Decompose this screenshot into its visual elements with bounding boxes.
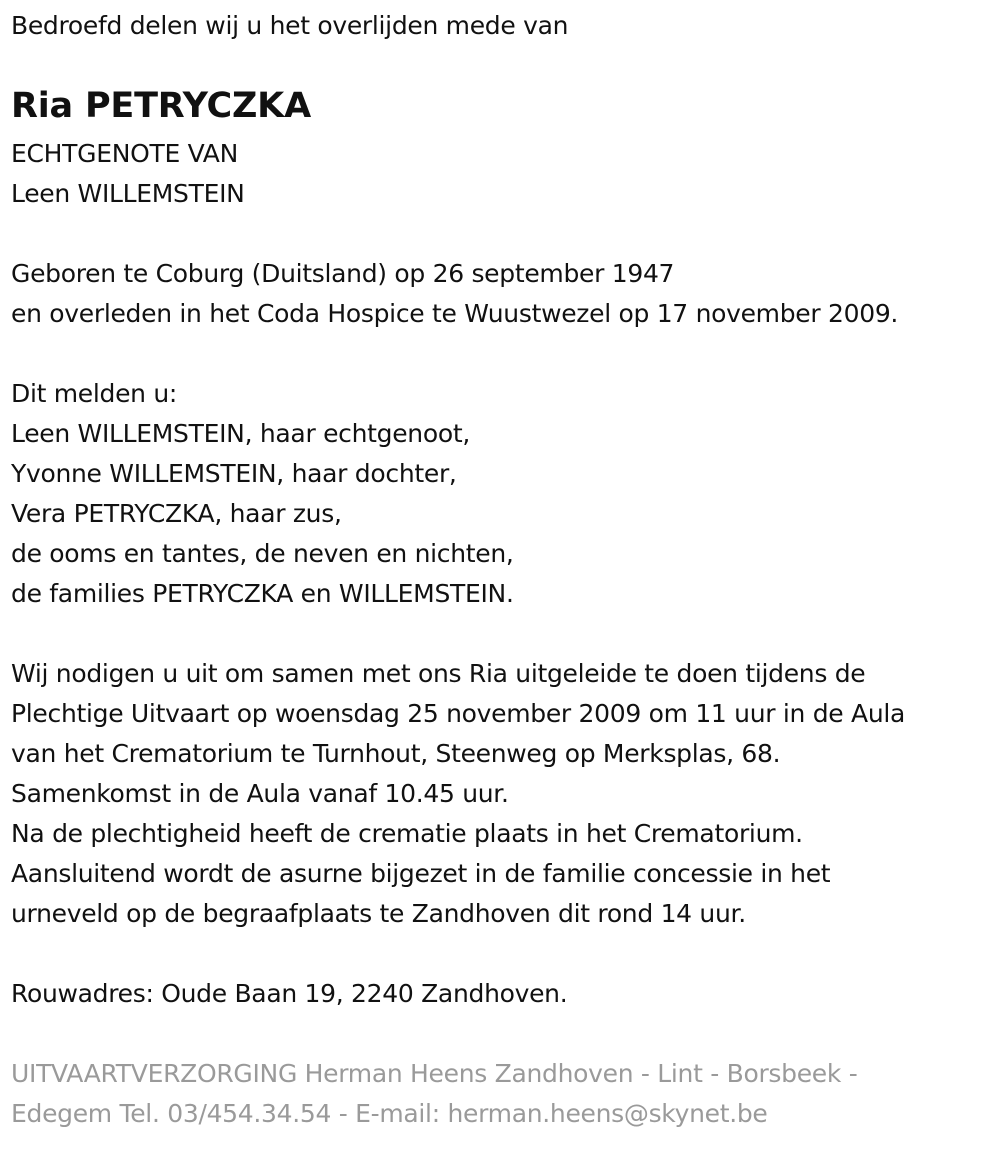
mourning-address: Rouwadres: Oude Baan 19, 2240 Zandhoven.	[11, 979, 568, 1008]
spacer	[11, 1014, 991, 1054]
ceremony-line: Na de plechtigheid heeft de crematie plaats in het Crematorium.	[11, 819, 803, 848]
funeral-director-contact: Edegem Tel. 03/454.34.54 - E-mail: herman.heens@skynet.be	[11, 1099, 768, 1128]
relation-label: ECHTGENOTE VAN	[11, 139, 238, 168]
spouse-name: Leen WILLEMSTEIN	[11, 179, 245, 208]
mourner-line: de families PETRYCZKA en WILLEMSTEIN.	[11, 579, 514, 608]
spacer	[11, 334, 991, 374]
mourner-line: Yvonne WILLEMSTEIN, haar dochter,	[11, 459, 457, 488]
mourners-intro: Dit melden u:	[11, 379, 178, 408]
funeral-director-line: UITVAARTVERZORGING Herman Heens Zandhoven - Lint - Borsbeek -	[11, 1059, 858, 1088]
ceremony-line: van het Crematorium te Turnhout, Steenweg op Merksplas, 68.	[11, 739, 781, 768]
ceremony-line: Aansluitend wordt de asurne bijgezet in de familie concessie in het	[11, 859, 831, 888]
spacer	[11, 934, 991, 974]
mourner-line: de ooms en tantes, de neven en nichten,	[11, 539, 514, 568]
ceremony-line: Plechtige Uitvaart op woensdag 25 november 2009 om 11 uur in de Aula	[11, 699, 906, 728]
ceremony-line: Wij nodigen u uit om samen met ons Ria uitgeleide te doen tijdens de	[11, 659, 866, 688]
mourner-line: Vera PETRYCZKA, haar zus,	[11, 499, 342, 528]
birth-text: Geboren te Coburg (Duitsland) op 26 september 1947	[11, 259, 675, 288]
spacer	[11, 214, 991, 254]
obituary-notice	[11, 6, 991, 1134]
ceremony-line: urneveld op de begraafplaats te Zandhoven dit rond 14 uur.	[11, 899, 746, 928]
spacer	[11, 614, 991, 654]
intro-text: Bedroefd delen wij u het overlijden mede van	[11, 11, 569, 40]
ceremony-line: Samenkomst in de Aula vanaf 10.45 uur.	[11, 779, 509, 808]
death-text: en overleden in het Coda Hospice te Wuustwezel op 17 november 2009.	[11, 299, 899, 328]
deceased-name: Ria PETRYCZKA	[11, 86, 311, 126]
mourner-line: Leen WILLEMSTEIN, haar echtgenoot,	[11, 419, 470, 448]
